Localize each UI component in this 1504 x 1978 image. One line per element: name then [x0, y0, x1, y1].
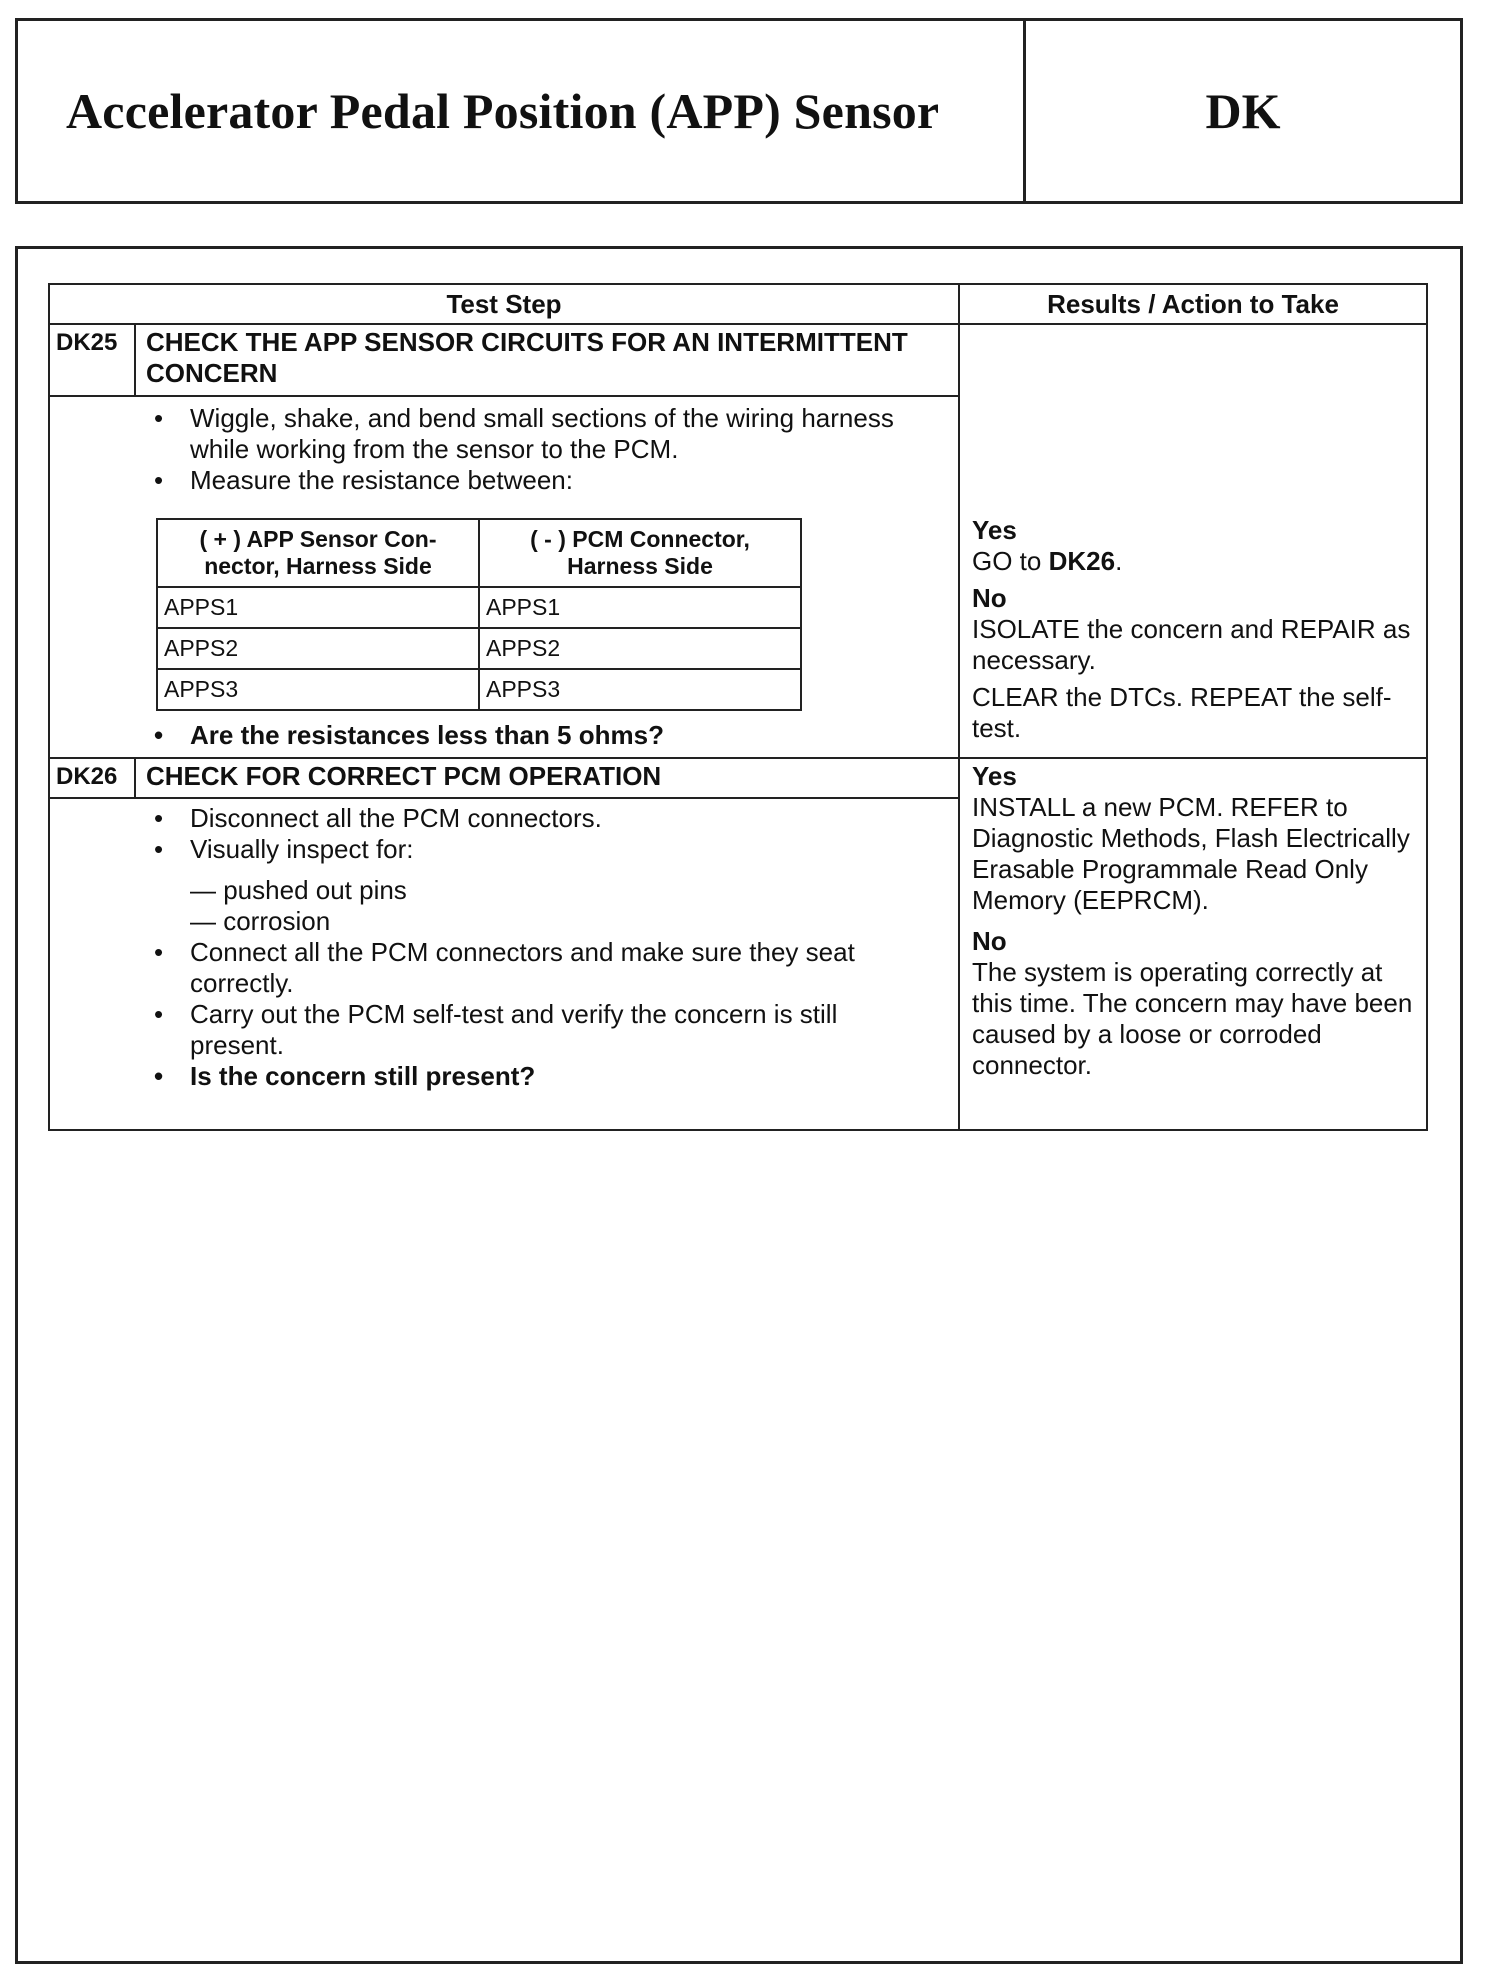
no-action-followup: CLEAR the DTCs. REPEAT the self-test. — [972, 682, 1392, 743]
conn-header-positive: ( + ) APP Sensor Con-nector, Harness Side — [157, 519, 479, 587]
instruction-item: • Disconnect all the PCM connectors. — [146, 803, 936, 834]
table-row — [157, 669, 801, 710]
step-id-divider — [134, 323, 136, 395]
dk25-results — [972, 515, 1422, 744]
yes-action: INSTALL a new PCM. REFER to Diagnostic Methods, Flash Electrically Erasable Programmale Read Only Memory (EEPRCM). — [972, 792, 1410, 915]
step-title-dk25: CHECK THE APP SENSOR CIRCUITS FOR AN INTERMITTENT CONCERN — [146, 327, 908, 388]
yes-action — [972, 546, 1422, 577]
dk26-link[interactable]: DK26 — [1048, 546, 1116, 576]
conn-header-negative: ( - ) PCM Connector, Harness Side — [479, 519, 801, 587]
yes-action-prefix: GO to — [972, 546, 1042, 576]
inspect-item: — pushed out pins — [190, 875, 407, 905]
yes-label: Yes — [972, 515, 1017, 545]
instruction-item: • Measure the resistance between: — [146, 465, 936, 496]
table-cell: APPS1 — [157, 587, 479, 628]
dk25-question-block — [146, 720, 936, 751]
section-code: DK — [1205, 83, 1281, 139]
resistance-table — [156, 518, 802, 711]
page-title: Accelerator Pedal Position (APP) Sensor — [66, 83, 940, 139]
column-header-test-step: Test Step — [446, 289, 562, 319]
header-divider-line — [50, 323, 1426, 325]
yes-label: Yes — [972, 761, 1017, 791]
dk26-results — [972, 761, 1422, 1081]
column-divider — [958, 285, 960, 1129]
step-id-dk26: DK26 — [56, 763, 118, 790]
dk25-question: • Are the resistances less than 5 ohms? — [146, 720, 936, 751]
dk25-bottom-line — [50, 757, 1426, 759]
inspect-item: — corrosion — [190, 906, 331, 936]
table-cell: APPS3 — [157, 669, 479, 710]
dk25-instructions — [146, 403, 936, 496]
instruction-item: • Carry out the PCM self-test and verify the concern is still present. — [146, 999, 936, 1061]
step-title-dk26: CHECK FOR CORRECT PCM OPERATION — [146, 761, 662, 791]
table-cell: APPS3 — [479, 669, 801, 710]
dk26-instructions — [146, 803, 936, 1092]
dk25-title-line — [50, 395, 958, 397]
instruction-item: • Wiggle, shake, and bend small sections of the wiring harness while working from the sensor to the PCM. — [146, 403, 936, 465]
no-action: The system is operating correctly at this time. The concern may have been caused by a loose or corroded connector. — [972, 957, 1413, 1080]
header-box — [15, 18, 1463, 204]
table-row — [157, 587, 801, 628]
column-header-results: Results / Action to Take — [1047, 289, 1339, 319]
table-cell: APPS2 — [479, 628, 801, 669]
dk26-question: • Is the concern still present? — [146, 1061, 936, 1092]
step-id-divider — [134, 757, 136, 797]
no-label: No — [972, 926, 1007, 956]
table-cell: APPS2 — [157, 628, 479, 669]
instruction-item: • Connect all the PCM connectors and make sure they seat correctly. — [146, 937, 936, 999]
table-row — [157, 628, 801, 669]
table-cell: APPS1 — [479, 587, 801, 628]
diagnostic-table — [48, 283, 1428, 1131]
step-id-dk25: DK25 — [56, 329, 118, 356]
no-action: ISOLATE the concern and REPAIR as necessary. — [972, 614, 1411, 675]
dk26-title-line — [50, 797, 958, 799]
no-label: No — [972, 583, 1007, 613]
yes-action-suffix: . — [1115, 546, 1123, 576]
instruction-item: • Visually inspect for: — [146, 834, 936, 865]
